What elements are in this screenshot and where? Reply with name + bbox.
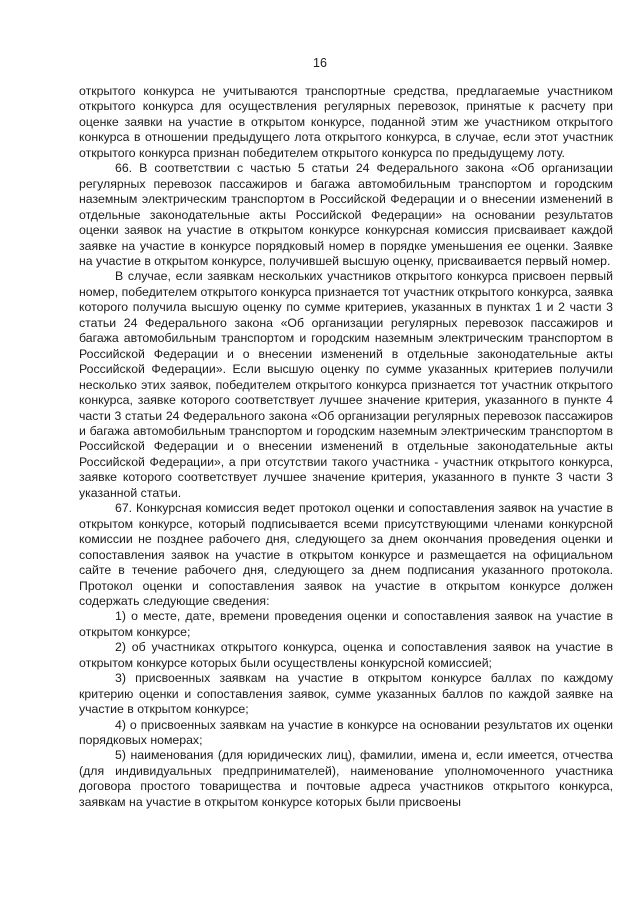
list-item-3: 3) присвоенных заявкам на участие в открытом конкурсе баллах по каждому критерию оценки и сопоставления заявок, сумме указанных баллов по каждой заявке на участие в открытом конкурсе; bbox=[79, 671, 613, 717]
list-item-2: 2) об участниках открытого конкурса, оценка и сопоставления заявок на участие в открытом конкурсе которых были осуществлены конкурсной комиссией; bbox=[79, 640, 613, 670]
list-item-4: 4) о присвоенных заявкам на участие в конкурсе на основании результатов их оценки порядковых номерах; bbox=[79, 717, 613, 748]
paragraph-item-66: 66. В соответствии с частью 5 статьи 24 Федерального закона «Об организации регулярных перевозок пассажиров и багажа автомобильным транспортом и городским наземным электрическим транспортом в Российской Федерации и о внесении изменений в отдельные законодательные акты Российской Федерации» на основании результатов оценки заявок на участие в открытом конкурсе конкурсная комиссия присваивает каждой заявке на участие в конкурсе порядковый номер в порядке уменьшения ее оценки. Заявке на участие в открытом конкурсе, получившей высшую оценку, присваивается первый номер. bbox=[79, 161, 613, 268]
page-number: 16 bbox=[313, 56, 327, 70]
document-body bbox=[79, 84, 613, 810]
paragraph-first-number-case: В случае, если заявкам нескольких участников открытого конкурса присвоен первый номер, победителем открытого конкурса признается тот участник открытого конкурса, заявка которого получила высшую оценку по сумме критериев, указанных в пунктах 1 и 2 части 3 статьи 24 Федерального закона «Об организации регулярных перевозок пассажиров и багажа автомобильным транспортом и городским наземным электрическим транспортом в Российской Федерации и о внесении изменений в отдельные законодательные акты Российской Федерации». Если высшую оценку по сумме указанных критериев получили несколько этих заявок, победителем открытого конкурса признается тот участник открытого конкурса, заявке которого соответствует лучшее значение критерия, указанного в пункте 4 части 3 статьи 24 Федерального закона «Об организации регулярных перевозок пассажиров и багажа автомобильным транспортом и городским наземным электрическим транспортом в Российской Федерации и о внесении изменений в отдельные законодательные акты Российской Федерации», а при отсутствии такого участника - участник открытого конкурса, заявке которого соответствует лучшее значение критерия, указанного в пункте 3 части 3 указанной статьи. bbox=[79, 269, 613, 500]
list-item-1: 1) о месте, дате, времени проведения оценки и сопоставления заявок на участие в открытом конкурсе; bbox=[79, 609, 613, 639]
list-item-5: 5) наименования (для юридических лиц), фамилии, имена и, если имеется, отчества (для индивидуальных предпринимателей), наименование уполномоченного участника договора простого товарищества и почтовые адреса участников открытого конкурса, заявкам на участие в открытом конкурсе которых были присвоены bbox=[79, 748, 613, 809]
paragraph-item-67: 67. Конкурсная комиссия ведет протокол оценки и сопоставления заявок на участие в открытом конкурсе, который подписывается всеми присутствующими членами конкурсной комиссии не позднее рабочего дня, следующего за днем окончания проведения оценки и сопоставления заявок на участие в открытом конкурсе и размещается на официальном сайте в течение рабочего дня, следующего за днем подписания указанного протокола. Протокол оценки и сопоставления заявок на участие в открытом конкурсе должен содержать следующие сведения: bbox=[79, 501, 613, 608]
paragraph-continuation: открытого конкурса не учитываются транспортные средства, предлагаемые участником открытого конкурса для осуществления регулярных перевозок, принятые к расчету при оценке заявки на участие в открытом конкурсе, поданной этим же участником открытого конкурса в отношении предыдущего лота открытого конкурса, в случае, если этот участник открытого конкурса признан победителем открытого конкурса по предыдущему лоту. bbox=[79, 84, 613, 160]
